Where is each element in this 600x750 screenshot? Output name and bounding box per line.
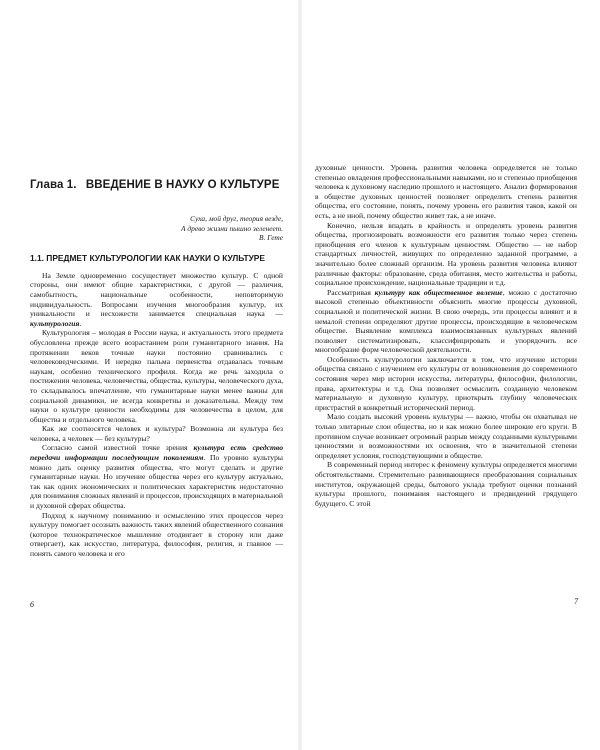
epigraph: [30, 214, 283, 243]
emphasis-definition: культура есть средство передачи информации последующим поколениям: [30, 443, 284, 463]
paragraph: В современный период интерес к феномену культуры определяется многими обстоятельствами. Стремительно развивающиеся преобразования социальных институтов, окружающей среды, бытового уклада требуют оценки познаний культуры прошлого, понимания настоящего и предвидений грядущего будущего. С этой: [315, 460, 577, 508]
emphasis-social-phenomenon: культуру как общественное явление: [374, 287, 503, 297]
paragraph: Мало создать высокий уровень культуры — важно, чтобы он охватывал не только элитарные слои общества, но и как можно более широкие его круги. В противном случае возникает огромный разрыв между созданными культурными ценностями и возможностями их освоения, что в значительной степени определяет условия, господствующими в обществе.: [315, 412, 577, 460]
left-column: [30, 168, 283, 559]
paragraph: На Земле одновременно сосуществует множество культур. С одной стороны, они имеют общие характеристики, с другой — различия, самобытность, национальные особенности, неповторимую индивидуальность. Вопросами изучения многообразия культур, их уникальности и несхожести занимается специальная наука — культурология.: [30, 270, 283, 328]
epigraph-line-1: Суха, мой друг, теория везде,: [190, 214, 283, 223]
page-number-right: 7: [574, 597, 578, 606]
paragraph: Конечно, нельзя впадать в крайность и определять уровень развития общества, прогнозировать возможности его развития только через степень приобщения его членов к культурным ценностям. Общество — не набор стандартных личностей, живущих по определенно заданной программе, а значительно более сложный организм. На уровень развития человека влияют различные факторы: образование, среда обитания, место жительства и работы, социальное происхождение, национальные традиции и т.д.: [315, 220, 577, 288]
epigraph-line-2: А древо жизни пышно зеленеет.: [181, 223, 283, 233]
right-column: [315, 163, 577, 508]
paragraph: Культурология – молодая в России наука, и актуальность этого предмета обусловлена прежде всего возрастанием роли гуманитарного знания. На протяжении веков точные науки постоянно сравнивались с человековедческими. И нередко пальма первенства отдавалась точным наукам, особенно технического профиля. Когда же речь заходила о постижении человека, человечества, общества, культуры, человеческого духа, то складывалось впечатление, что гуманитарные науки менее важны для социальной динамики, не всегда конкретны и доказательны. Между тем науки о культуре ценности необходимы для человечества в целом, для общества и отдельного человека.: [30, 328, 283, 424]
paragraph: духовные ценности. Уровень развития человека определяется не только степенью овладения профессиональными навыками, но и степенью приобщения человека к духовному наследию прошлого и настоящего. Анализ формирования в обществе духовных ценностей позволяет определить степень развития общества, его состояние, понять, почему уровень его развития таков, какой он есть, а не иной, почему общество живет так, а не иначе.: [315, 163, 577, 220]
paragraph: Как же соотносятся человек и культура? Возможна ли культура без человека, а человек — без культуры?: [30, 424, 283, 443]
chapter-number: Глава 1.: [30, 179, 77, 191]
paragraph: Подход к научному пониманию и осмыслению этих процессов через культуру помогает осознать важность таких явлений общественного сознания (которое технократическое мышление отодвигает в сторону или даже отвергает), как искусство, литература, философия, религия, и главное — понять самого человека и его: [30, 510, 283, 558]
right-page: [300, 0, 600, 750]
chapter-title: ВВЕДЕНИЕ В НАУКУ О КУЛЬТУРЕ: [85, 179, 280, 191]
term-culturology: культурология: [30, 318, 80, 328]
section-heading: 1.1. ПРЕДМЕТ КУЛЬТУРОЛОГИИ КАК НАУКИ О КУЛЬТУРЕ: [30, 252, 265, 263]
paragraph: Рассматривая культуру как общественное явление, можно с достаточно высокой степенью объективности объяснить многие процессы духовной, социальной и политической жизни. В свою очередь, эти процессы влияют и в немалой степени определяют другие процессы, происходящие в человеческом обществе. Выявление комплекса взаимосвязанных культурных явлений позволяет систематизировать, классифицировать и упорядочить все многообразие форм человеческой деятельности.: [315, 287, 577, 355]
epigraph-author: В. Гете: [259, 233, 283, 243]
paragraph: Особенность культурологии заключается в том, что изучение истории общества связано с изучением его культуры от возникновения до современного состояния через мир истории искусства, литературы, философии, филологии, права, архитектуры и т.д. Она позволяет осмыслить созданную человеком материальную и духовную культуру, приоткрыть глубину человеческих пристрастий в конкретный исторический период.: [315, 354, 577, 412]
chapter-heading: [30, 178, 283, 192]
paragraph: Согласно самой известной точке зрения культура есть средство передачи информации последующим поколениям. По уровню культуры можно дать оценку развития общества, что могут сделать и другие гуманитарные науки. Но изучение общества через его культуру актуально, так как одних экономических и политических характеристик недостаточно для понимания сложных явлений и процессов, происходящих в материальной и духовной сферах общества.: [30, 443, 284, 511]
page-number-left: 6: [30, 600, 34, 609]
